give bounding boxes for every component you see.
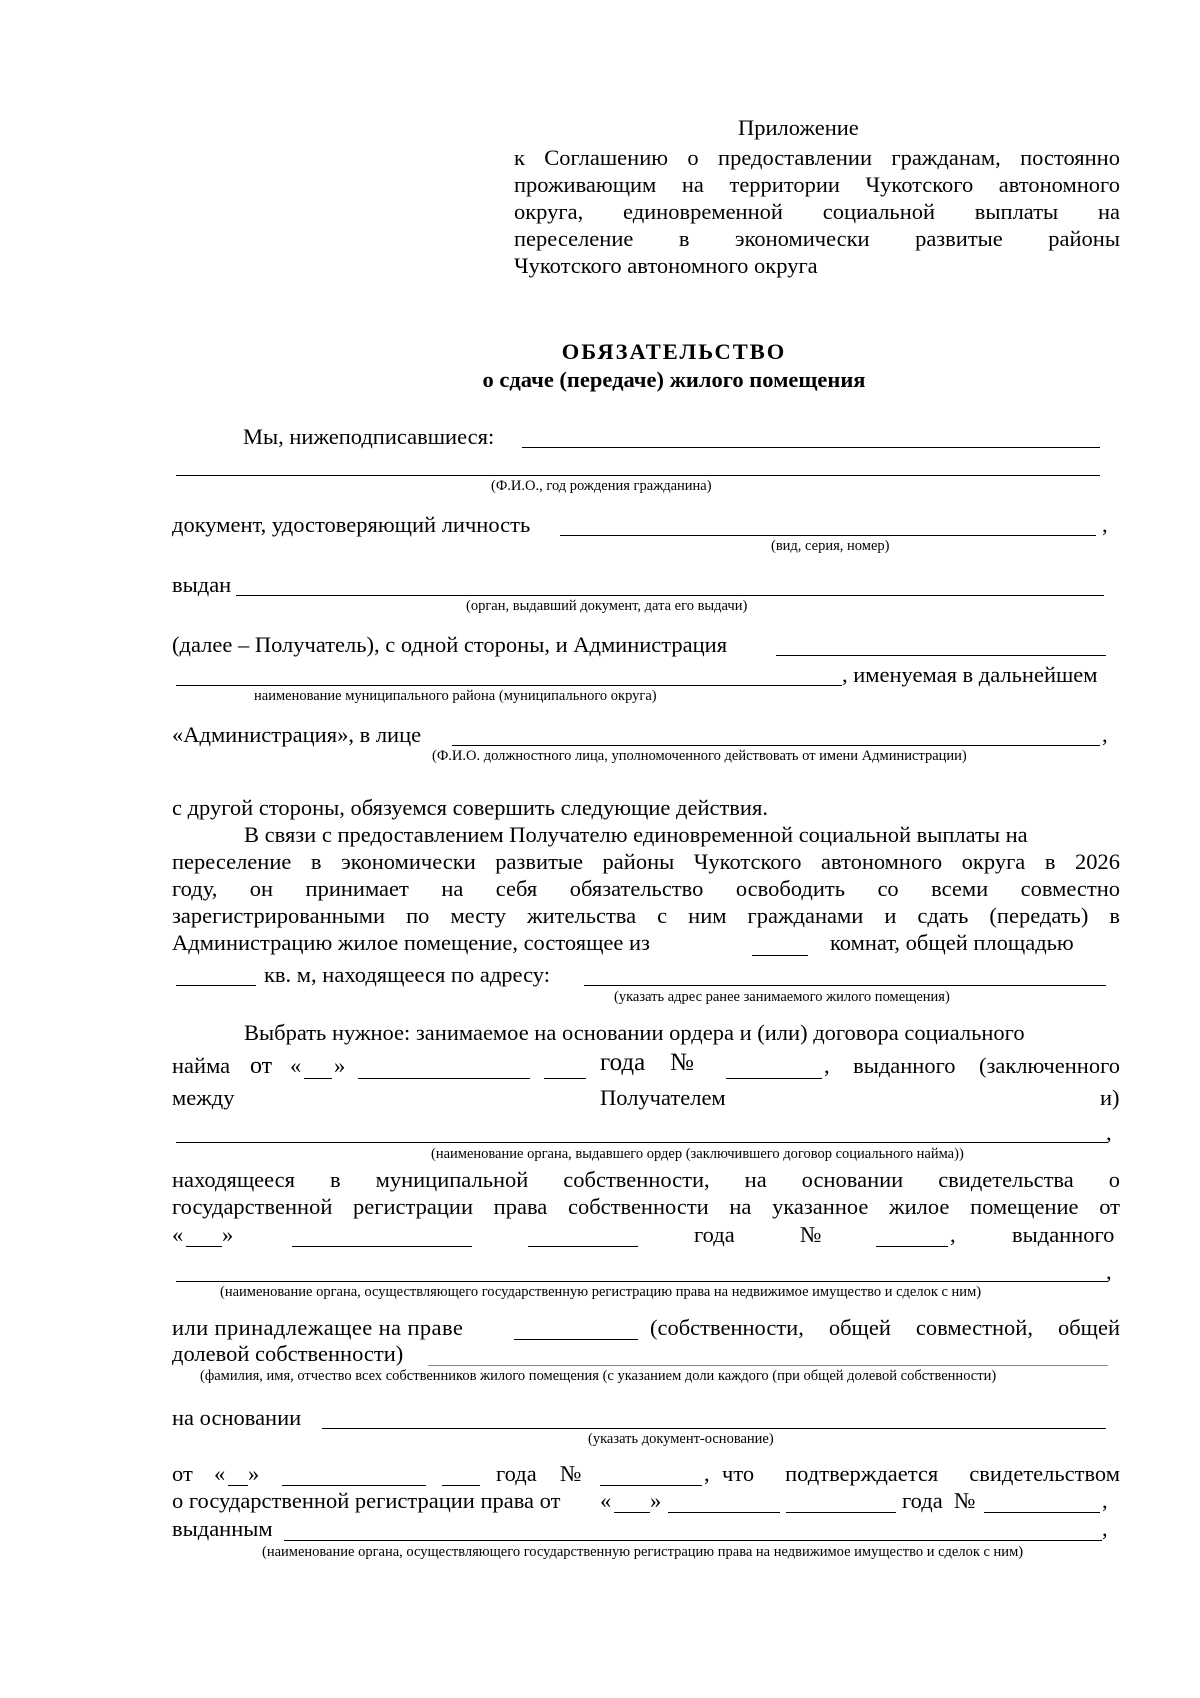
appendix-word: к — [514, 145, 525, 170]
issued-by-label: выданным — [172, 1516, 273, 1541]
id-doc-field[interactable] — [560, 535, 1096, 536]
appendix-word: на — [681, 172, 704, 197]
owned-text-b: (собственности, общей совместной, общей — [650, 1315, 1120, 1340]
cert-no-sign: № — [954, 1488, 976, 1513]
appendix-word: единовременной — [623, 199, 783, 224]
cert-goda: года — [902, 1488, 943, 1513]
signers-field-2[interactable] — [176, 475, 1100, 476]
order-organ-comma: , — [1106, 1120, 1112, 1145]
word: свидетельства — [938, 1167, 1074, 1192]
named-text: , именуемая в дальнейшем — [842, 662, 1098, 687]
appendix-heading: Приложение — [738, 115, 859, 140]
cert-number-field[interactable] — [984, 1512, 1100, 1513]
word: обязательство — [569, 876, 704, 901]
issued-concluded: , выданного (заключенного — [824, 1053, 1120, 1078]
word: себя — [495, 876, 538, 901]
order-caption: (наименование органа, выдавшего ордер (заключившего договор социального найма)) — [431, 1146, 964, 1162]
basis-quote-open: « — [214, 1461, 226, 1486]
administration-field[interactable] — [776, 655, 1106, 656]
recipient-text: (далее – Получатель), с одной стороны, и Администрация — [172, 632, 728, 657]
paragraph-text: В связи с предоставлением Получателю единовременной социальной выплаты на — [244, 822, 1028, 847]
appendix-word: социальной — [822, 199, 936, 224]
id-doc-caption: (вид, серия, номер) — [771, 538, 890, 554]
reg-quote-open: « — [172, 1222, 184, 1247]
paragraph-line-4: зарегистрированными по месту жительства с ним гражданами и сдать (передать) в — [172, 903, 1120, 928]
basis-label: на основании — [172, 1405, 302, 1430]
word: освободить — [735, 876, 845, 901]
appendix-word: в — [678, 226, 690, 251]
basis-day-field[interactable] — [228, 1485, 248, 1486]
basis-goda: года — [496, 1461, 537, 1486]
fio-caption: (Ф.И.О., год рождения гражданина) — [491, 478, 712, 494]
word: он — [249, 876, 274, 901]
paragraph-line-3 — [172, 876, 1120, 902]
cert-text: о государственной регистрации права от — [172, 1488, 561, 1513]
word: о — [1108, 1167, 1120, 1192]
owned-text-a: или принадлежащее на праве — [172, 1315, 464, 1340]
municipality-field[interactable] — [176, 685, 842, 686]
quote-open: « — [290, 1053, 302, 1078]
reg-caption-2: (наименование органа, осуществляющего государственную регистрацию права на недвижимое имущество и сделок с ним) — [262, 1544, 1024, 1560]
appendix-line — [514, 226, 1120, 252]
municipal-line — [172, 1167, 1120, 1193]
word: принимает — [305, 876, 409, 901]
admin-text: «Администрация», в лице — [172, 722, 422, 747]
issued-field[interactable] — [236, 595, 1104, 596]
and-close: и) — [1100, 1085, 1120, 1110]
appendix-word: проживающим — [514, 172, 657, 197]
rooms-field[interactable] — [752, 955, 808, 956]
recipient-word: Получателем — [600, 1085, 726, 1110]
order-month-field[interactable] — [358, 1078, 530, 1079]
signers-label: Мы, нижеподписавшиеся: — [243, 424, 495, 449]
appendix-word: экономически — [734, 226, 870, 251]
other-side-text: с другой стороны, обязуемся совершить следующие действия. — [172, 795, 768, 820]
word: муниципальной — [375, 1167, 529, 1192]
word: всеми — [931, 876, 989, 901]
reg-issued-word: выданного — [1012, 1222, 1115, 1247]
address-field[interactable] — [584, 985, 1106, 986]
between-word: между — [172, 1085, 235, 1110]
word: в — [330, 1167, 341, 1192]
reg-quote-close: » — [222, 1222, 234, 1247]
issued-by-field[interactable] — [284, 1540, 1102, 1541]
reg-comma: , — [950, 1222, 956, 1247]
address-caption: (указать адрес ранее занимаемого жилого помещения) — [614, 989, 950, 1005]
shared-label: долевой собственности) — [172, 1341, 404, 1366]
owners-field[interactable] — [428, 1365, 1108, 1366]
word: году, — [172, 876, 218, 901]
quote-close: » — [334, 1053, 346, 1078]
choose-line — [244, 1020, 1120, 1046]
choose-text: Выбрать нужное: занимаемое на основании ордера и (или) договора социального — [244, 1020, 1025, 1045]
official-comma: , — [1102, 722, 1108, 747]
appendix-word: районы — [1048, 226, 1120, 251]
no-sign: № — [670, 1049, 694, 1076]
paragraph-line-5a: Администрацию жилое помещение, состоящее из — [172, 930, 650, 955]
reg-year-field[interactable] — [528, 1246, 638, 1247]
appendix-word: автономного — [998, 172, 1120, 197]
appendix-line — [514, 199, 1120, 225]
basis-comma: , — [704, 1461, 710, 1486]
basis-no-sign: № — [560, 1461, 582, 1486]
order-day-field[interactable] — [304, 1078, 332, 1079]
goda-word: года — [600, 1049, 646, 1076]
state-reg-line: государственной регистрации права собственности на указанное жилое помещение от — [172, 1194, 1120, 1219]
official-caption: (Ф.И.О. должностного лица, уполномоченного действовать от имени Администрации) — [432, 748, 967, 764]
id-doc-label: документ, удостоверяющий личность — [172, 512, 531, 537]
word: со — [877, 876, 899, 901]
reg-caption: (наименование органа, осуществляющего государственную регистрацию права на недвижимое имущество и сделок с ним) — [220, 1284, 982, 1300]
appendix-word: Соглашению — [544, 145, 669, 170]
reg-organ-field[interactable] — [176, 1281, 1108, 1282]
municipality-caption: наименование муниципального района (муниципального округа) — [254, 688, 657, 704]
reg-number-field[interactable] — [876, 1246, 948, 1247]
appendix-word: округа, — [514, 199, 584, 224]
appendix-line — [514, 145, 1120, 171]
word: совместно — [1020, 876, 1120, 901]
basis-quote-close: » — [248, 1461, 260, 1486]
cert-year-field[interactable] — [786, 1512, 896, 1513]
word: собственности, — [563, 1167, 710, 1192]
area-field[interactable] — [176, 985, 256, 986]
reg-goda: года — [694, 1222, 735, 1247]
reg-day-field[interactable] — [186, 1246, 222, 1247]
cert-quote-open: « — [600, 1488, 612, 1513]
appendix-line-last: Чукотского автономного округа — [514, 253, 818, 278]
cert-month-field[interactable] — [668, 1512, 780, 1513]
appendix-word: развитые — [915, 226, 1003, 251]
word: находящееся — [172, 1167, 296, 1192]
reg-month-field[interactable] — [292, 1246, 472, 1247]
appendix-word: гражданам, — [891, 145, 1001, 170]
paragraph-line-1 — [244, 822, 1120, 848]
document-subtitle: о сдаче (передаче) жилого помещения — [482, 367, 866, 392]
order-year-field[interactable] — [544, 1078, 586, 1079]
order-number-field[interactable] — [726, 1078, 822, 1079]
appendix-word: постоянно — [1020, 145, 1120, 170]
basis-number-field[interactable] — [600, 1485, 702, 1486]
appendix-line — [514, 172, 1120, 198]
reg-no-sign: № — [800, 1222, 822, 1247]
paragraph-line-2: переселение в экономически развитые районы Чукотского автономного округа в 2026 — [172, 849, 1120, 874]
basis-month-field[interactable] — [282, 1485, 426, 1486]
signers-field[interactable] — [522, 447, 1100, 448]
basis-ot: от — [172, 1461, 193, 1486]
appendix-word: выплаты — [974, 199, 1059, 224]
reg-organ-comma: , — [1106, 1259, 1112, 1284]
issued-label: выдан — [172, 572, 232, 597]
owners-caption: (фамилия, имя, отчество всех собственников жилого помещения (с указанием доли каждого (при общей долевой собственности) — [200, 1368, 997, 1384]
cert-day-field[interactable] — [614, 1512, 650, 1513]
appendix-word: на — [1097, 199, 1120, 224]
appendix-word: территории — [729, 172, 840, 197]
basis-caption: (указать документ-основание) — [588, 1431, 774, 1447]
basis-field[interactable] — [322, 1428, 1106, 1429]
cert-comma: , — [1102, 1488, 1108, 1513]
appendix-word: предоставлении — [718, 145, 873, 170]
word: основании — [801, 1167, 904, 1192]
issued-caption: (орган, выдавший документ, дата его выдачи) — [466, 598, 748, 614]
ownership-type-field[interactable] — [514, 1339, 638, 1340]
confirmed-text: что подтверждается свидетельством — [722, 1461, 1120, 1486]
paragraph-line-5b: комнат, общей площадью — [830, 930, 1074, 955]
cert-quote-close: » — [650, 1488, 662, 1513]
issued-by-comma: , — [1102, 1516, 1108, 1541]
appendix-word: Чукотского — [865, 172, 974, 197]
document-title: ОБЯЗАТЕЛЬСТВО — [561, 339, 787, 364]
ot-word: от — [250, 1053, 273, 1079]
naima-word: найма — [172, 1053, 231, 1078]
word: на — [744, 1167, 767, 1192]
id-doc-comma: , — [1102, 512, 1108, 537]
basis-year-field[interactable] — [442, 1485, 480, 1486]
appendix-word: о — [687, 145, 699, 170]
order-organ-field[interactable] — [176, 1142, 1108, 1143]
word: на — [441, 876, 464, 901]
paragraph-line-6: кв. м, находящееся по адресу: — [264, 962, 550, 987]
official-field[interactable] — [452, 745, 1100, 746]
appendix-word: переселение — [514, 226, 634, 251]
